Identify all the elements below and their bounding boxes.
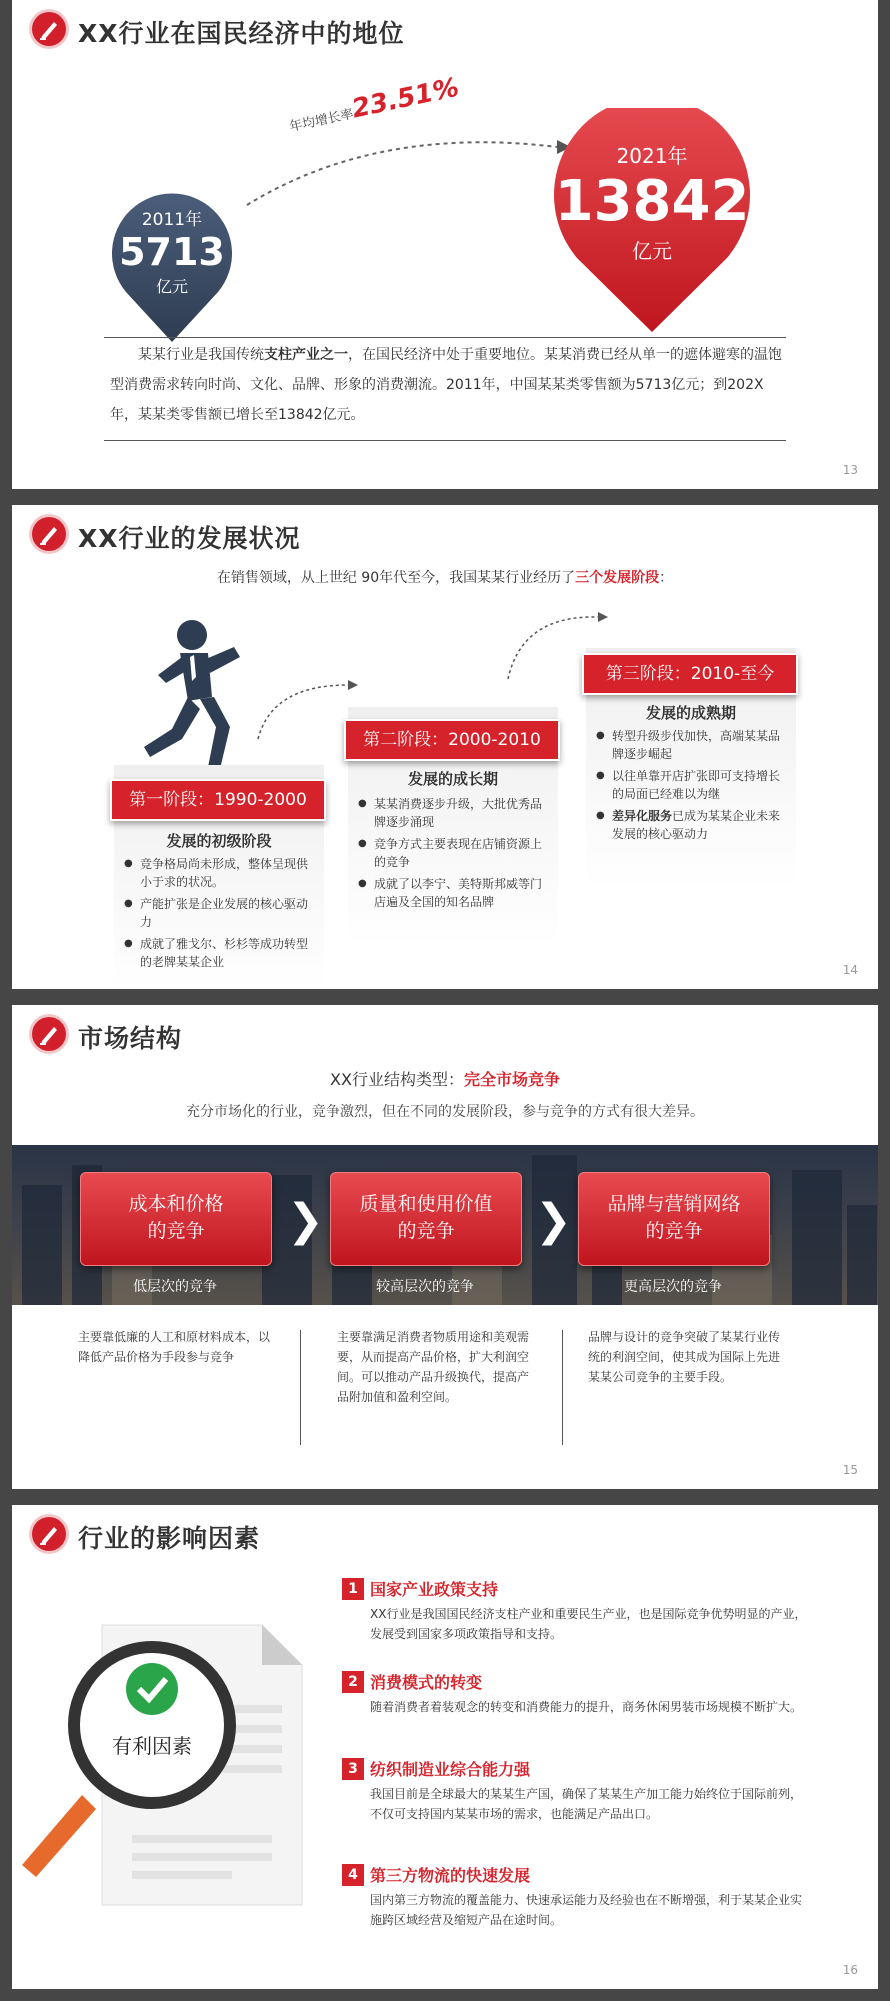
pin-2011-unit: 亿元 — [155, 277, 188, 296]
list-item: ● 转型升级步伐加快，高端某某品牌逐步崛起 — [596, 727, 786, 763]
stage-1-head: 第一阶段：1990-2000 — [110, 779, 326, 821]
list-item: ● 以往单靠开店扩张即可支持增长的局面已经难以为继 — [596, 767, 786, 803]
quality-value-competition — [330, 1172, 522, 1266]
intro-text: 在销售领域，从上世纪 90年代至今，我国某某行业经历了 — [216, 570, 576, 586]
page-number: 16 — [842, 1963, 858, 1977]
slide-13 — [12, 0, 878, 489]
intro-highlight: 三个发展阶段 — [575, 570, 660, 586]
type-value: 完全市场竞争 — [463, 1070, 560, 1089]
block-line2: 的竞争 — [645, 1220, 703, 1242]
cost-price-competition — [80, 1172, 272, 1266]
magnifier-text: 有利因素 — [112, 1734, 192, 1758]
type-label: XX行业结构类型： — [330, 1070, 464, 1089]
pin-2011-year: 2011年 — [141, 210, 203, 230]
stage-2-head: 第二阶段：2000-2010 — [344, 719, 560, 761]
stage-3-head: 第三阶段：2010-至今 — [582, 653, 798, 695]
brand-network-competition — [578, 1172, 770, 1266]
slide-15 — [12, 1005, 878, 1489]
slide-16 — [12, 1505, 878, 1989]
slide-title: 行业的影响因素 — [78, 1524, 261, 1553]
list-item: ● 产能扩张是企业发展的核心驱动力 — [124, 895, 314, 931]
structure-type — [12, 1067, 878, 1090]
slide-title: XX行业在国民经济中的地位 — [78, 19, 405, 48]
para-part-a: 某某行业是我国传统 — [138, 347, 264, 363]
divider-top — [104, 337, 786, 338]
pin-2021-year: 2021年 — [616, 144, 688, 168]
stage-3-sub: 发展的成熟期 — [645, 704, 736, 722]
factor-desc: 随着消费者着装观念的转变和消费能力的提升，商务休闲男装市场规模不断扩大。 — [370, 1700, 803, 1714]
factor-4 — [342, 1863, 812, 1930]
pin-2011 — [110, 205, 234, 297]
stage-1-sub: 发展的初级阶段 — [166, 832, 272, 850]
block-3-desc: 品牌与设计的竞争突破了某某行业传统的利润空间，使其成为国际上先进某某公司竞争的主要手段。 — [588, 1330, 781, 1384]
block-2-desc: 主要靠满足消费者物质用途和美观需要，从而提高产品价格，扩大利润空间。可以推动产品升级换代，提高产品附加值和盈利空间。 — [337, 1330, 530, 1404]
stage-1-list — [124, 855, 314, 975]
running-man-icon — [130, 617, 260, 777]
factor-desc: 国内第三方物流的覆盖能力、快速承运能力及经验也在不断增强，利于某某企业实施跨区域经营及缩短产品在途时间。 — [370, 1893, 803, 1927]
intro-end: ： — [659, 570, 674, 586]
factor-desc: XX行业是我国国民经济支柱产业和重要民生产业，也是国际竞争优势明显的产业，发展受到国家多项政策指导和支持。 — [370, 1607, 807, 1641]
factor-number: 2 — [342, 1671, 364, 1693]
pin-2021-unit: 亿元 — [632, 239, 672, 263]
magnifier-document-icon — [12, 1615, 322, 1915]
slide-14 — [12, 505, 878, 989]
pen-logo-icon — [32, 1517, 66, 1551]
pen-logo-icon — [32, 517, 66, 551]
page-number: 13 — [842, 463, 858, 477]
structure-subtitle: 充分市场化的行业，竞争激烈，但在不同的发展阶段，参与竞争的方式有很大差异。 — [186, 1104, 704, 1120]
list-item: ● 某某消费逐步升级，大批优秀品牌逐步涌现 — [358, 795, 548, 831]
factor-title: 纺织制造业综合能力强 — [370, 1760, 531, 1779]
growth-value: 23.51% — [349, 72, 462, 125]
factor-number: 1 — [342, 1578, 364, 1600]
factor-2 — [342, 1670, 812, 1717]
pen-logo-icon — [32, 12, 66, 46]
divider — [562, 1330, 563, 1445]
level-low: 低层次的竞争 — [133, 1279, 217, 1295]
list-item-bold: 差异化服务 — [612, 809, 673, 823]
factor-desc: 我国目前是全球最大的某某生产国，确保了某某生产加工能力始终位于国际前列，不仅可支持国内某某市场的需求，也能满足产品出口。 — [370, 1787, 803, 1821]
block-1-desc: 主要靠低廉的人工和原材料成本，以降低产品价格为手段参与竞争 — [78, 1330, 271, 1364]
list-item: ● 竞争方式主要表现在店铺资源上的竞争 — [358, 835, 548, 871]
level-highest: 更高层次的竞争 — [624, 1279, 722, 1295]
list-item-rest: 已成为某某企业未来发展的核心驱动力 — [612, 809, 781, 841]
chevron-right-icon: ❯ — [535, 1195, 572, 1246]
divider — [300, 1330, 301, 1445]
para-part-b: ，在国民经济中处于重要地位。某某消费已经从单一的遮体避寒的温饱型消费需求转向时尚、文化、品牌、形象的消费潮流。2011年，中国某某类零售额为5713亿元；到202X年，某某类零售额已增长至13842亿元。 — [110, 347, 782, 423]
level-higher: 较高层次的竞争 — [376, 1279, 474, 1295]
slide-title: 市场结构 — [78, 1024, 183, 1053]
factor-title: 第三方物流的快速发展 — [370, 1866, 531, 1885]
factor-title: 国家产业政策支持 — [370, 1580, 499, 1599]
factor-3 — [342, 1757, 812, 1824]
pen-logo-icon — [32, 1017, 66, 1051]
intro-paragraph — [110, 340, 790, 430]
factor-number: 3 — [342, 1758, 364, 1780]
page-number: 15 — [842, 1463, 858, 1477]
pin-2021-value: 13842 — [554, 169, 750, 234]
list-item — [596, 807, 786, 843]
factor-number: 4 — [342, 1864, 364, 1886]
list-item: ● 成就了以李宁、美特斯邦威等门店遍及全国的知名品牌 — [358, 875, 548, 911]
chevron-right-icon: ❯ — [287, 1195, 324, 1246]
factor-1 — [342, 1577, 812, 1644]
block-line1: 质量和使用价值 — [359, 1193, 493, 1215]
list-item: ● 竞争格局尚未形成，整体呈现供小于求的状况。 — [124, 855, 314, 891]
divider-bottom — [104, 440, 786, 441]
block-line1: 成本和价格 — [128, 1193, 224, 1215]
stage-3-list — [596, 727, 786, 847]
stage-2-list — [358, 795, 548, 915]
list-item: ● 成就了雅戈尔、杉杉等成功转型的老牌某某企业 — [124, 935, 314, 971]
stages-intro — [12, 567, 878, 587]
page-number: 14 — [842, 963, 858, 977]
growth-label: 年均增长率 — [288, 106, 355, 136]
stage-2-sub: 发展的成长期 — [407, 770, 498, 788]
slide-title: XX行业的发展状况 — [78, 524, 301, 553]
pin-2021 — [552, 140, 752, 264]
block-line1: 品牌与营销网络 — [607, 1193, 741, 1215]
pin-2011-value: 5713 — [119, 230, 225, 274]
block-line2: 的竞争 — [397, 1220, 455, 1242]
block-line2: 的竞争 — [147, 1220, 205, 1242]
para-bold: 支柱产业之一 — [264, 347, 348, 363]
factor-title: 消费模式的转变 — [370, 1673, 483, 1692]
